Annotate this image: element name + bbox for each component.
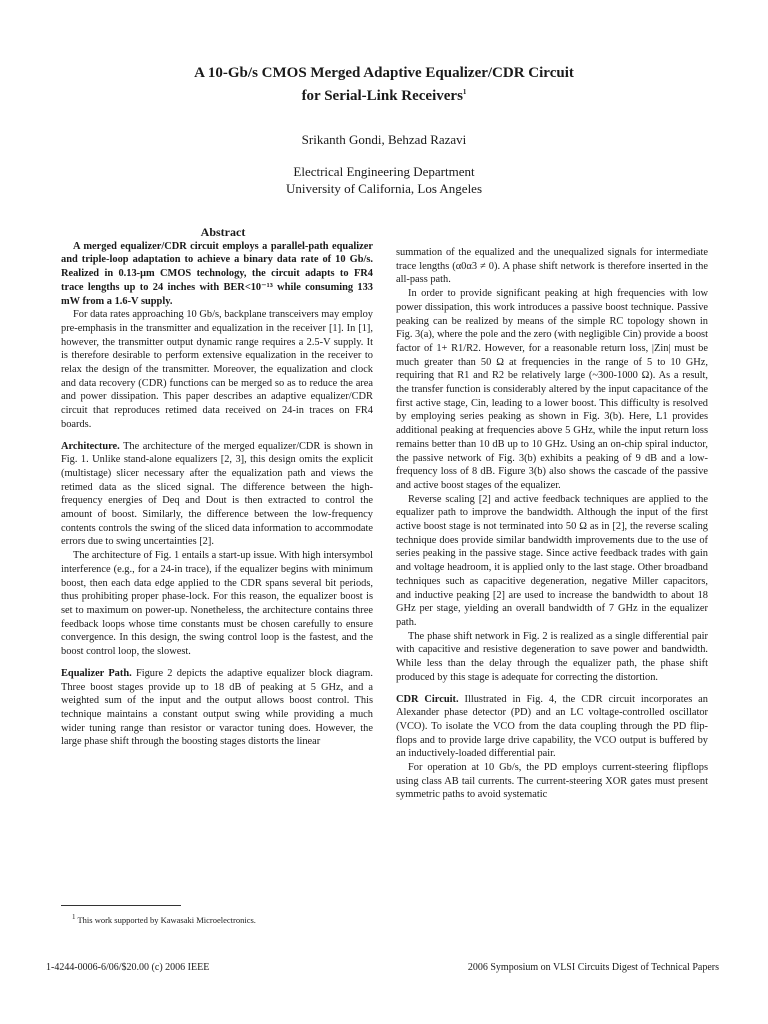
startup-paragraph: The architecture of Fig. 1 entails a start-up issue. With high intersymbol interference (e.g., for a 24-in trace), if the equalizer begins with minimum boost, then each data edge applied to the CDR spans several bit periods, thus prohibiting proper phase-lock. For this reason, the equalizer boost is set to maximum on power-up. Nonetheless, the architecture contains three feedback loops whose time constants must be chosen carefully to ensure convergence. In this design, the swing control loop is the fastest, and the boost control loop, the slowest. xyxy=(61,550,373,658)
left-column xyxy=(61,226,373,749)
footer-venue: 2006 Symposium on VLSI Circuits Digest of Technical Papers xyxy=(467,962,719,973)
reverse-scaling-paragraph: Reverse scaling [2] and active feedback techniques are applied to the equalizer path to improve the bandwidth. Although the input of the first active boost stage is not terminated into 50 Ω as in [2], the reverse scaling technique does provide similar bandwidth improvements due to the use of series peaking in the passive stage. Since active feedback trades with gain and voltage headroom, it is applied only to the last stage. Other broadband techniques such as capacitive degeneration, negative Miller capacitors, and inductive peaking [2] are used to increase the bandwidth to about 18 GHz per stage, yielding an overall bandwidth of 7 GHz in the equalizer path. xyxy=(396,493,708,628)
right-column xyxy=(396,246,708,802)
summation-paragraph: summation of the equalized and the unequalized signals for intermediate trace lengths (α0α3 ≠ 0). A phase shift network is therefore inserted in the all-pass path. xyxy=(396,247,708,286)
university: University of California, Los Angeles xyxy=(285,181,483,196)
operation-paragraph: For operation at 10 Gb/s, the PD employs current-steering flipflops using class AB tail currents. The current-steering XOR gates must present symmetric paths to avoid systematic xyxy=(396,762,708,801)
equalizer-paragraph: Equalizer Path. Figure 2 depicts the adaptive equalizer block diagram. Three boost stages provide up to 18 dB of peaking at 5 GHz, and a weighted sum of the input and the output allows boost control. This technique maintains a constant output swing while providing a much wider tuning range than resistor or varactor tuning does. However, the large phase shift through the boosting stages distorts the linear xyxy=(61,667,373,748)
title-line-1: A 10-Gb/s CMOS Merged Adaptive Equalizer/CDR Circuit xyxy=(194,65,574,81)
title-line-2: for Serial-Link Receivers$^1$ xyxy=(301,88,467,104)
abstract-heading: Abstract xyxy=(200,225,246,239)
footnote xyxy=(72,913,256,925)
department: Electrical Engineering Department xyxy=(293,164,475,179)
architecture-heading: Architecture. xyxy=(61,440,120,452)
phase-shift-paragraph: The phase shift network in Fig. 2 is realized as a single differential pair with capacitive and resistive degeneration to save power and bandwidth. While less than the delay through the equalizer path, the phase shift produced by this stage is adequate for correcting the distortion. xyxy=(396,630,708,683)
footnote-rule xyxy=(61,905,181,906)
title-footnote-mark: 1 xyxy=(462,88,467,96)
abstract-body: A merged equalizer/CDR circuit employs a parallel-path equalizer and triple-loop adaptation to achieve a binary data rate of 10 Gb/s. Realized in 0.13-μm CMOS technology, the circuit adapts to FR4 trace lengths up to 24 inches with BER<10⁻¹³ while consuming 133 mW from a 1.6-V supply. xyxy=(61,240,373,307)
footer-copyright: 1-4244-0006-6/06/$20.00 (c) 2006 IEEE xyxy=(46,962,210,973)
cdr-heading: CDR Circuit. xyxy=(396,693,459,705)
paper-title xyxy=(0,64,768,106)
affiliation xyxy=(0,163,768,197)
passive-boost-paragraph: In order to provide significant peaking at high frequencies with low power dissipation, this work introduces a passive boost technique. Passive peaking can be realized by means of the simple RC topology shown in Fig. 3(a), where the pole and the zero (with negligible Cin) provide a boost factor of 1+ R1/R2. However, for a reasonable return loss, |Zin| must be much greater than 50 Ω at frequencies in the range of 5 to 10 GHz, requiring that R1 and R2 be relatively large (~300-1000 Ω). As a result, the transfer function is considerably altered by the input capacitance of the first active stage, Cin, leading to a lower boost. This difficulty is resolved by employing series peaking as shown in Fig. 3(b). Here, L1 provides additional peaking at frequencies above 5 GHz, while the input return loss remains better than 10 dB up to 10 GHz. Using an on-chip spiral inductor, the passive network of Fig. 3(b) exhibits a peaking of 9 dB and a low-frequency loss of 8 dB. Figure 3(b) also shows the cascade of the passive and active boost stages of the equalizer. xyxy=(396,288,708,491)
intro-paragraph: For data rates approaching 10 Gb/s, backplane transceivers may employ pre-emphasis in the transmitter and equalization in the receiver [1]. In [1], however, the transmitter output dynamic range requires a 2.5-V supply. It is therefore desirable to perform extensive equalization in the receiver to relax the design of the transmitter. Moreover, the equalization and clock and data recovery (CDR) functions can be merged so as to reduce the area and power dissipation. This paper describes an adaptive equalizer/CDR circuit that reproduces retimed data received on 24-in traces on FR4 boards. xyxy=(61,309,373,430)
footnote-mark: 1 xyxy=(72,913,76,921)
equalizer-heading: Equalizer Path. xyxy=(61,667,132,679)
cdr-paragraph: CDR Circuit. Illustrated in Fig. 4, the CDR circuit incorporates an Alexander phase detector (PD) and an LC voltage-controlled oscillator (VCO). To isolate the VCO from the data coupling through the PD flip-flops and to provide large drive capability, the VCO output is buffered by an inductively-loaded differential pair. xyxy=(396,693,708,760)
authors: Srikanth Gondi, Behzad Razavi xyxy=(301,132,467,147)
footnote-text: This work supported by Kawasaki Microelectronics. xyxy=(75,914,256,925)
architecture-paragraph: Architecture. The architecture of the merged equalizer/CDR is shown in Fig. 1. Unlike stand-alone equalizers [2, 3], this design omits the explicit (multistage) slicer necessary after the equalization path and views the retimed data as the sliced signal. The difference between the high-frequency energies of Deq and Dout is then extracted to control the amount of boost. Similarly, the difference between the low-frequency contents controls the swing of the sliced data information to accommodate errors due to swing uncertainties [2]. xyxy=(61,440,373,548)
